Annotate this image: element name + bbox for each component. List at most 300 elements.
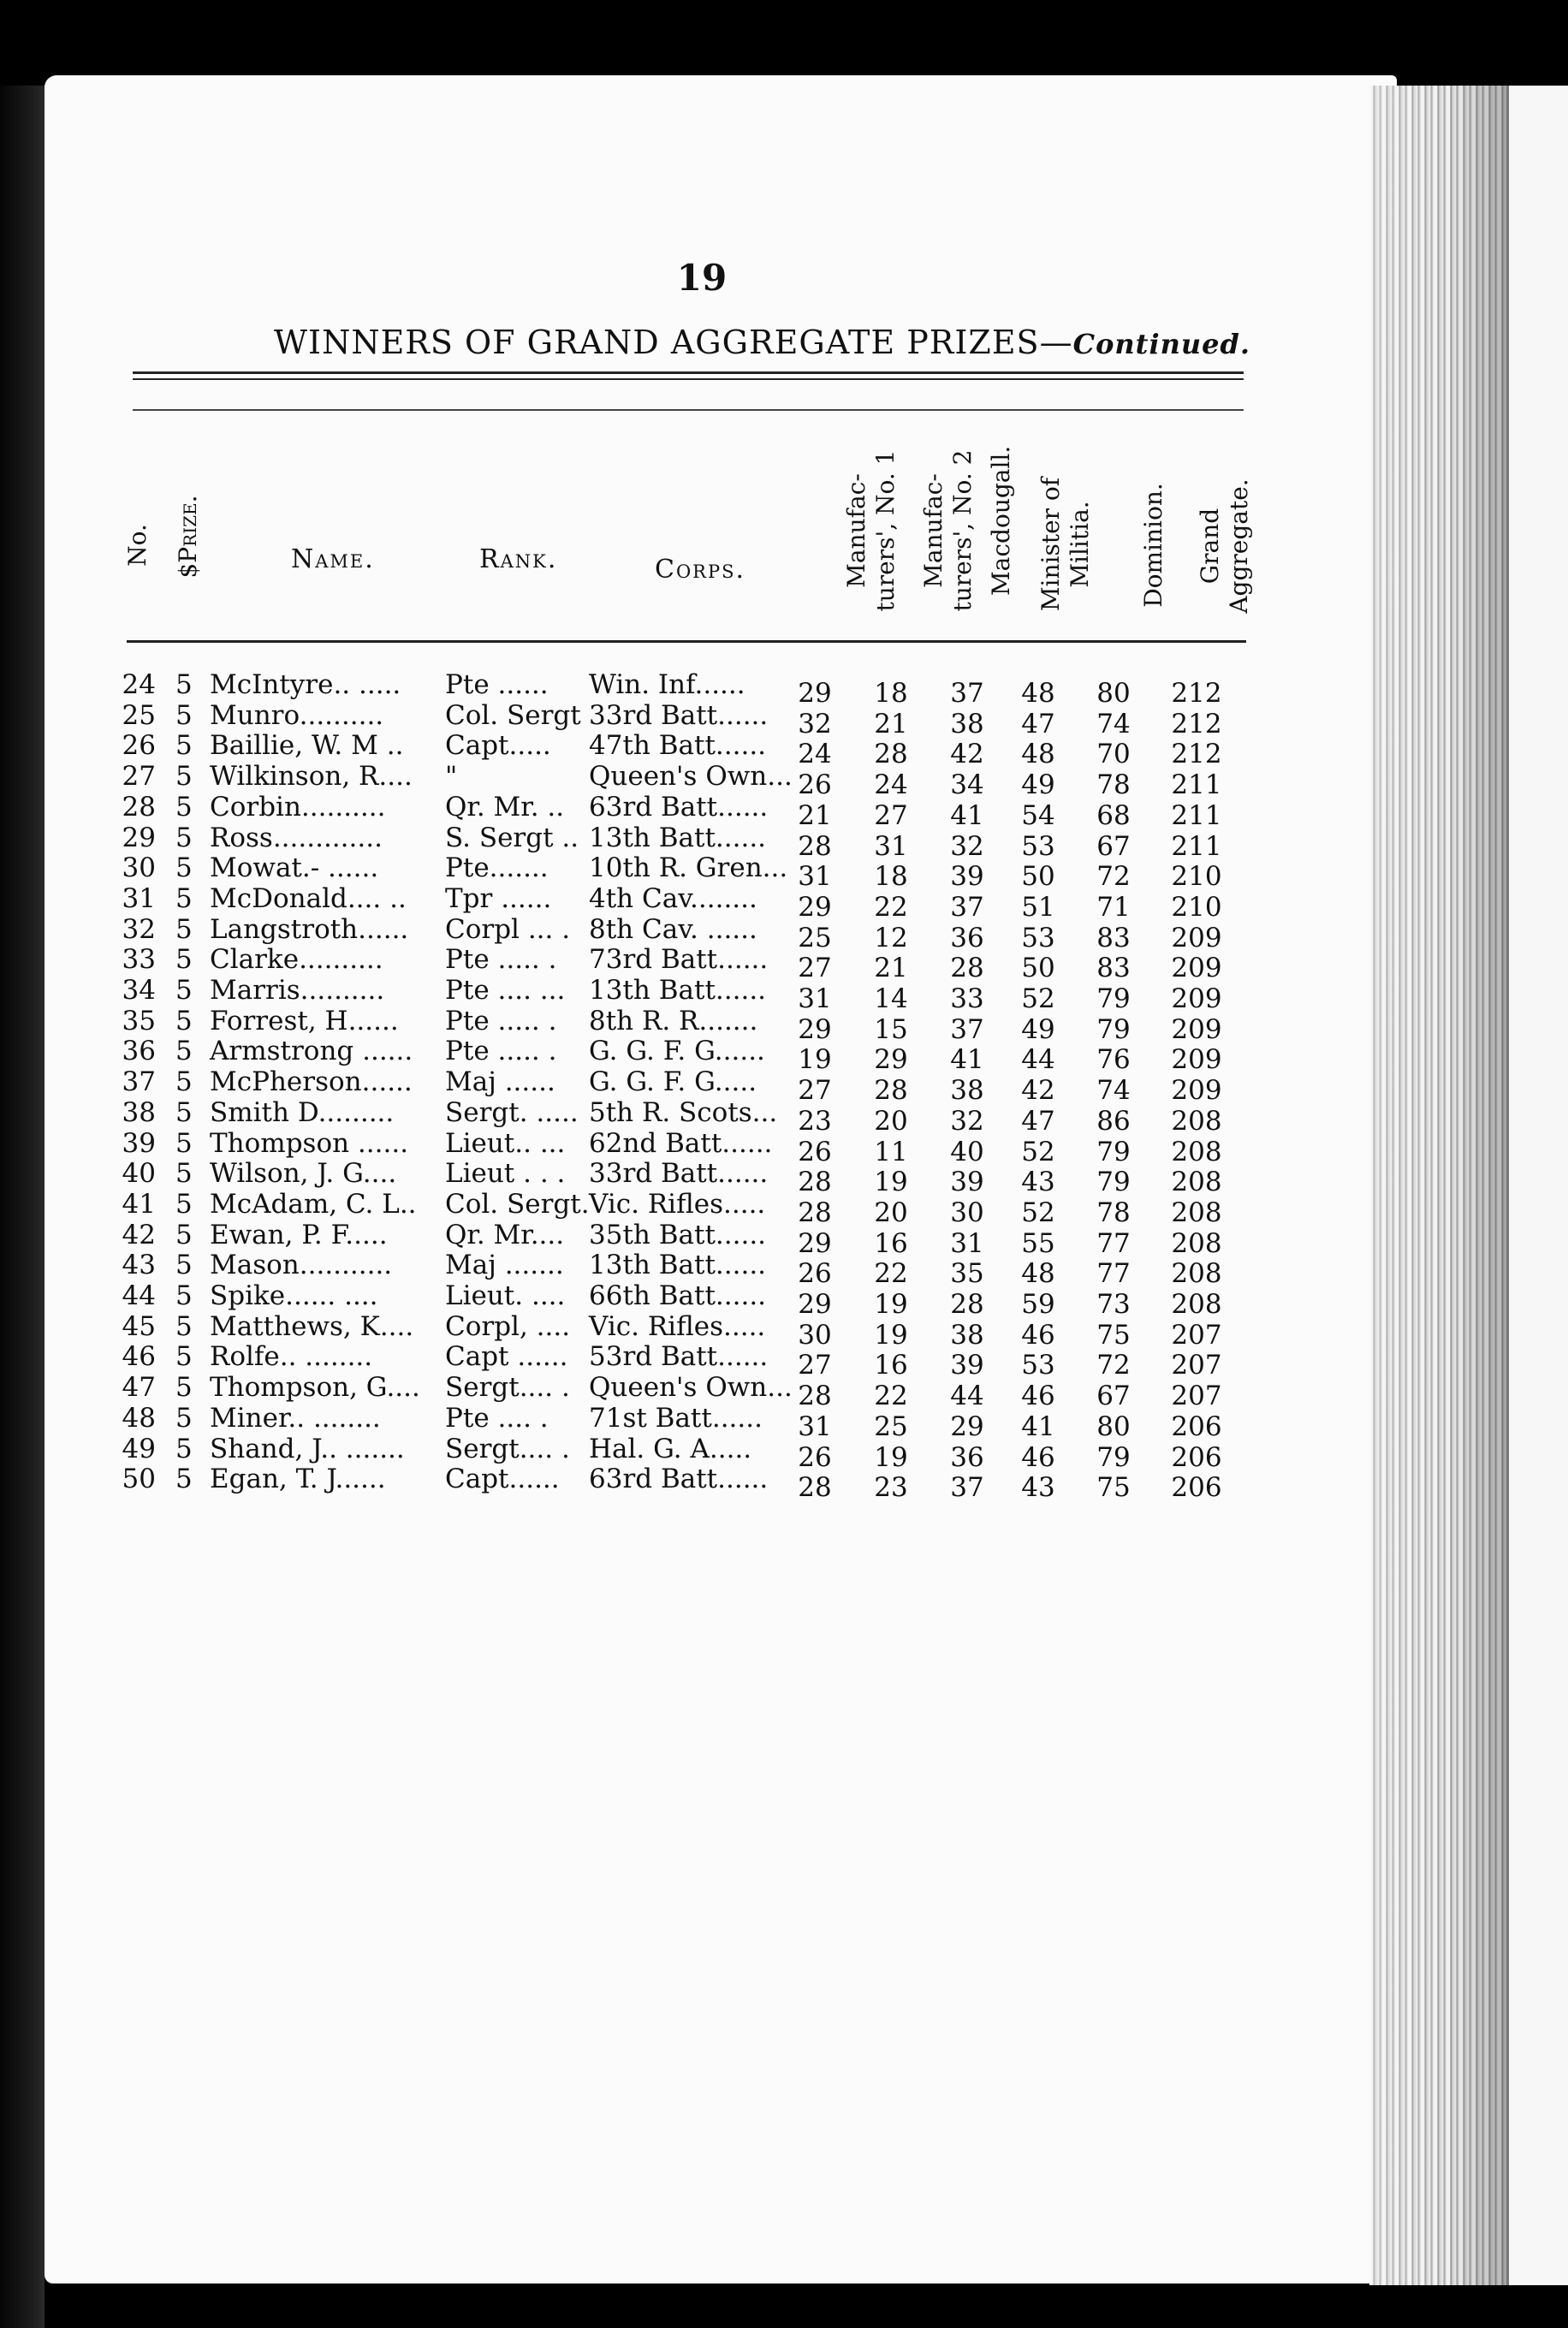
cell-corps: 63rd Batt...... xyxy=(589,791,769,823)
cell-m1: 29 xyxy=(798,1289,832,1320)
cell-corps: 8th R. R....... xyxy=(589,1005,758,1036)
cell-name: Marris.......... xyxy=(210,975,385,1006)
cell-agg: 211 xyxy=(1171,769,1222,801)
cell-m2: 16 xyxy=(874,1350,908,1381)
cell-m2: 28 xyxy=(874,1075,908,1107)
cell-no: 45 xyxy=(122,1310,156,1342)
cell-m1: 31 xyxy=(798,1410,832,1442)
cell-name: Rolfe.. ........ xyxy=(210,1341,373,1373)
cell-no: 39 xyxy=(122,1127,156,1159)
cell-dom: 67 xyxy=(1096,830,1131,862)
cell-no: 31 xyxy=(122,882,156,914)
cell-prize: 5 xyxy=(175,1096,193,1128)
cell-dom: 79 xyxy=(1096,1136,1131,1167)
cell-no: 49 xyxy=(122,1433,156,1464)
cell-name: Munro.......... xyxy=(210,699,384,731)
cell-prize: 5 xyxy=(175,1464,193,1495)
title-text: WINNERS OF GRAND AGGREGATE PRIZES— xyxy=(274,324,1073,361)
cell-min: 55 xyxy=(1021,1227,1055,1259)
cell-rank: Pte .... ... xyxy=(445,975,566,1006)
cell-corps: G. G. F. G...... xyxy=(589,1036,765,1067)
cell-agg: 208 xyxy=(1171,1105,1222,1137)
cell-corps: Hal. G. A..... xyxy=(589,1433,752,1464)
cell-rank: Pte ...... xyxy=(445,669,549,700)
cell-min: 43 xyxy=(1021,1167,1055,1198)
cell-m2: 11 xyxy=(874,1136,908,1167)
cell-min: 53 xyxy=(1021,830,1055,862)
table-row xyxy=(0,1402,1284,1442)
cell-rank: Sergt.... . xyxy=(445,1372,570,1404)
cell-rank: Pte ..... . xyxy=(445,944,557,976)
cell-dom: 80 xyxy=(1096,678,1131,709)
cell-rank: Lieut.. ... xyxy=(445,1127,566,1159)
cell-min: 46 xyxy=(1021,1381,1055,1412)
cell-corps: Queen's Own... xyxy=(589,761,793,793)
cell-agg: 207 xyxy=(1171,1350,1222,1381)
cell-m1: 29 xyxy=(798,1227,832,1259)
cell-mac: 28 xyxy=(950,953,984,984)
cell-m2: 12 xyxy=(874,922,908,953)
table-row xyxy=(0,882,1284,923)
title-rule-mid xyxy=(133,378,1244,380)
cell-mac: 37 xyxy=(950,678,984,709)
cell-agg: 210 xyxy=(1171,861,1222,893)
cell-rank: Pte .... . xyxy=(445,1402,549,1434)
cell-agg: 209 xyxy=(1171,1075,1222,1107)
cell-prize: 5 xyxy=(175,1127,193,1159)
cell-m2: 22 xyxy=(874,1381,908,1412)
cell-min: 47 xyxy=(1021,1105,1055,1137)
cell-dom: 79 xyxy=(1096,983,1131,1014)
cell-dom: 78 xyxy=(1096,1197,1131,1228)
cell-m1: 27 xyxy=(798,1350,832,1381)
cell-mac: 33 xyxy=(950,983,984,1014)
cell-mac: 42 xyxy=(950,739,984,770)
cell-dom: 83 xyxy=(1096,953,1131,984)
cell-prize: 5 xyxy=(175,882,193,914)
cell-mac: 36 xyxy=(950,922,984,953)
cell-rank: S. Sergt .. xyxy=(445,822,579,853)
cell-prize: 5 xyxy=(175,913,193,945)
cell-rank: Sergt. ..... xyxy=(445,1096,579,1128)
cell-m1: 31 xyxy=(798,983,832,1014)
cell-min: 48 xyxy=(1021,1258,1055,1290)
cell-rank: Qr. Mr. .. xyxy=(445,791,565,823)
cell-rank: Maj ...... xyxy=(445,1066,555,1098)
cell-rank: Pte ..... . xyxy=(445,1036,557,1067)
cell-dom: 73 xyxy=(1096,1289,1131,1320)
cell-m2: 28 xyxy=(874,739,908,770)
cell-min: 53 xyxy=(1021,1350,1055,1381)
cell-m1: 23 xyxy=(798,1105,832,1137)
cell-min: 49 xyxy=(1021,769,1055,801)
cell-prize: 5 xyxy=(175,1005,193,1036)
cell-no: 47 xyxy=(122,1372,156,1404)
cell-m2: 25 xyxy=(874,1410,908,1442)
cell-prize: 5 xyxy=(175,1250,193,1281)
cell-dom: 86 xyxy=(1096,1105,1131,1137)
cell-m1: 27 xyxy=(798,1075,832,1107)
cell-prize: 5 xyxy=(175,699,193,731)
cell-rank: Corpl ... . xyxy=(445,913,571,945)
cell-agg: 209 xyxy=(1171,1044,1222,1076)
cell-name: Corbin.......... xyxy=(210,791,386,823)
cell-corps: 53rd Batt...... xyxy=(589,1341,769,1373)
cell-mac: 44 xyxy=(950,1381,984,1412)
cell-agg: 212 xyxy=(1171,739,1222,770)
cell-rank: Capt..... xyxy=(445,730,551,762)
cell-prize: 5 xyxy=(175,1280,193,1311)
cell-dom: 79 xyxy=(1096,1013,1131,1045)
cell-mac: 37 xyxy=(950,1472,984,1504)
cell-m2: 29 xyxy=(874,1044,908,1076)
cell-name: Egan, T. J...... xyxy=(210,1464,386,1495)
title-rule-bottom xyxy=(133,409,1244,411)
cell-corps: 33rd Batt...... xyxy=(589,1158,769,1190)
cell-m2: 19 xyxy=(874,1167,908,1198)
cell-corps: 63rd Batt...... xyxy=(589,1464,769,1495)
cell-corps: 33rd Batt...... xyxy=(589,699,769,731)
cell-no: 26 xyxy=(122,730,156,762)
table-row xyxy=(0,1250,1284,1290)
table-row xyxy=(0,852,1284,893)
table-row xyxy=(0,1158,1284,1198)
cell-agg: 206 xyxy=(1171,1472,1222,1504)
cell-rank: Col. Sergt xyxy=(445,699,581,731)
cell-prize: 5 xyxy=(175,669,193,700)
cell-m1: 28 xyxy=(798,1472,832,1504)
cell-corps: 13th Batt...... xyxy=(589,975,767,1006)
cell-agg: 209 xyxy=(1171,953,1222,984)
cell-m1: 32 xyxy=(798,708,832,739)
cell-m1: 27 xyxy=(798,953,832,984)
cell-name: McIntyre.. ..... xyxy=(210,669,401,700)
cell-mac: 39 xyxy=(950,1350,984,1381)
cell-no: 44 xyxy=(122,1280,156,1311)
cell-min: 59 xyxy=(1021,1289,1055,1320)
cell-no: 29 xyxy=(122,822,156,853)
cell-agg: 208 xyxy=(1171,1227,1222,1259)
cell-prize: 5 xyxy=(175,1310,193,1342)
cell-m1: 31 xyxy=(798,861,832,893)
header-no: No. xyxy=(123,524,151,567)
table-row xyxy=(0,1433,1284,1473)
cell-mac: 37 xyxy=(950,1013,984,1045)
cell-agg: 208 xyxy=(1171,1258,1222,1290)
cell-prize: 5 xyxy=(175,1066,193,1098)
cell-agg: 209 xyxy=(1171,1013,1222,1045)
cell-dom: 75 xyxy=(1096,1319,1131,1351)
cell-name: Forrest, H...... xyxy=(210,1005,399,1036)
cell-dom: 71 xyxy=(1096,891,1131,923)
cell-min: 54 xyxy=(1021,799,1055,831)
back-cover-strip xyxy=(1506,86,1568,2285)
cell-dom: 76 xyxy=(1096,1044,1131,1076)
cell-no: 41 xyxy=(122,1188,156,1220)
cell-name: McAdam, C. L.. xyxy=(210,1188,417,1220)
cell-dom: 70 xyxy=(1096,739,1131,770)
cell-name: McPherson...... xyxy=(210,1066,413,1098)
cell-m1: 26 xyxy=(798,769,832,801)
cell-prize: 5 xyxy=(175,1341,193,1373)
table-row xyxy=(0,1188,1284,1228)
cell-m2: 22 xyxy=(874,891,908,923)
cell-min: 51 xyxy=(1021,891,1055,923)
header-prize: $Prize. xyxy=(174,495,202,579)
cell-corps: 47th Batt...... xyxy=(589,730,767,762)
cell-rank: Corpl, .... xyxy=(445,1310,571,1342)
cell-corps: 71st Batt...... xyxy=(589,1402,763,1434)
cell-corps: 35th Batt...... xyxy=(589,1219,767,1250)
cell-dom: 80 xyxy=(1096,1410,1131,1442)
cell-mac: 41 xyxy=(950,1044,984,1076)
cell-mac: 30 xyxy=(950,1197,984,1228)
cell-agg: 208 xyxy=(1171,1167,1222,1198)
cell-min: 46 xyxy=(1021,1319,1055,1351)
cell-prize: 5 xyxy=(175,1372,193,1404)
cell-prize: 5 xyxy=(175,1219,193,1250)
cell-rank: Tpr ...... xyxy=(445,882,552,914)
table-row xyxy=(0,975,1284,1014)
header-rank: Rank. xyxy=(479,544,558,574)
cell-min: 53 xyxy=(1021,922,1055,953)
cell-mac: 39 xyxy=(950,1167,984,1198)
cell-min: 52 xyxy=(1021,983,1055,1014)
cell-min: 44 xyxy=(1021,1044,1055,1076)
cell-m2: 23 xyxy=(874,1472,908,1504)
cell-name: Clarke.......... xyxy=(210,944,383,976)
cell-m2: 19 xyxy=(874,1289,908,1320)
cell-mac: 32 xyxy=(950,1105,984,1137)
cell-name: Thompson, G.... xyxy=(210,1372,420,1404)
cell-name: Thompson ...... xyxy=(210,1127,409,1159)
cell-m2: 20 xyxy=(874,1105,908,1137)
cell-agg: 208 xyxy=(1171,1289,1222,1320)
cell-m2: 22 xyxy=(874,1258,908,1290)
cell-dom: 79 xyxy=(1096,1441,1131,1473)
cell-no: 34 xyxy=(122,975,156,1006)
cell-name: McDonald.... .. xyxy=(210,882,407,914)
cell-no: 30 xyxy=(122,852,156,884)
cell-min: 50 xyxy=(1021,861,1055,893)
cell-no: 27 xyxy=(122,761,156,793)
cell-m1: 29 xyxy=(798,1013,832,1045)
table-row xyxy=(0,791,1284,831)
cell-name: Mowat.- ...... xyxy=(210,852,379,884)
cell-dom: 77 xyxy=(1096,1227,1131,1259)
cell-m1: 24 xyxy=(798,739,832,770)
cell-m2: 15 xyxy=(874,1013,908,1045)
cell-rank: Maj ....... xyxy=(445,1250,564,1281)
cell-prize: 5 xyxy=(175,791,193,823)
header-manufacturers-1: Manufac- turers', No. 1 xyxy=(842,449,900,612)
cell-no: 35 xyxy=(122,1005,156,1036)
cell-name: Wilson, J. G.... xyxy=(210,1158,397,1190)
cell-mac: 38 xyxy=(950,708,984,739)
cell-rank: Pte ..... . xyxy=(445,1005,557,1036)
cell-prize: 5 xyxy=(175,1433,193,1464)
table-row xyxy=(0,1310,1284,1351)
cell-mac: 38 xyxy=(950,1319,984,1351)
cell-m1: 26 xyxy=(798,1258,832,1290)
cell-name: Baillie, W. M .. xyxy=(210,730,404,762)
title-rule-top xyxy=(133,371,1244,374)
table-row xyxy=(0,1464,1284,1504)
cell-prize: 5 xyxy=(175,822,193,853)
cell-mac: 40 xyxy=(950,1136,984,1167)
header-dominion: Dominion. xyxy=(1139,483,1167,608)
cell-name: Mason........... xyxy=(210,1250,393,1281)
cell-m2: 16 xyxy=(874,1227,908,1259)
cell-name: Spike...... .... xyxy=(210,1280,378,1311)
cell-mac: 39 xyxy=(950,861,984,893)
cell-corps: 73rd Batt...... xyxy=(589,944,769,976)
cell-dom: 79 xyxy=(1096,1167,1131,1198)
cell-mac: 32 xyxy=(950,830,984,862)
cell-m2: 21 xyxy=(874,708,908,739)
cell-corps: Win. Inf...... xyxy=(589,669,745,700)
cell-name: Ross............. xyxy=(210,822,383,853)
cell-agg: 206 xyxy=(1171,1441,1222,1473)
table-row xyxy=(0,1280,1284,1320)
cell-agg: 212 xyxy=(1171,708,1222,739)
header-grand-aggregate: Grand Aggregate. xyxy=(1196,478,1253,614)
cell-prize: 5 xyxy=(175,944,193,976)
table-row xyxy=(0,761,1284,801)
cell-name: Shand, J.. ....... xyxy=(210,1433,405,1464)
cell-no: 38 xyxy=(122,1096,156,1128)
cell-name: Ewan, P. F..... xyxy=(210,1219,388,1250)
cell-name: Armstrong ...... xyxy=(210,1036,413,1067)
cell-mac: 41 xyxy=(950,799,984,831)
page-title xyxy=(274,324,1251,361)
cell-m2: 31 xyxy=(874,830,908,862)
cell-m1: 30 xyxy=(798,1319,832,1351)
table-row xyxy=(0,1066,1284,1107)
header-corps: Corps. xyxy=(655,555,746,585)
cell-min: 49 xyxy=(1021,1013,1055,1045)
title-continued: Continued. xyxy=(1072,328,1251,360)
cell-name: Miner.. ........ xyxy=(210,1402,381,1434)
cell-agg: 211 xyxy=(1171,799,1222,831)
cell-corps: G. G. F. G..... xyxy=(589,1066,757,1098)
cell-m1: 28 xyxy=(798,1197,832,1228)
cell-corps: 4th Cav........ xyxy=(589,882,757,914)
cell-m1: 28 xyxy=(798,1381,832,1412)
page-edges xyxy=(1369,86,1510,2285)
cell-no: 36 xyxy=(122,1036,156,1067)
cell-mac: 36 xyxy=(950,1441,984,1473)
cell-corps: 62nd Batt...... xyxy=(589,1127,773,1159)
cell-min: 43 xyxy=(1021,1472,1055,1504)
cell-no: 40 xyxy=(122,1158,156,1190)
cell-min: 48 xyxy=(1021,678,1055,709)
header-name: Name. xyxy=(291,544,375,574)
cell-agg: 210 xyxy=(1171,891,1222,923)
cell-no: 28 xyxy=(122,791,156,823)
cell-m2: 24 xyxy=(874,769,908,801)
cell-corps: 10th R. Gren... xyxy=(589,852,788,884)
cell-m1: 26 xyxy=(798,1136,832,1167)
cell-dom: 77 xyxy=(1096,1258,1131,1290)
cell-dom: 68 xyxy=(1096,799,1131,831)
cell-mac: 34 xyxy=(950,769,984,801)
cell-m2: 14 xyxy=(874,983,908,1014)
cell-prize: 5 xyxy=(175,730,193,762)
cell-min: 46 xyxy=(1021,1441,1055,1473)
cell-name: Matthews, K.... xyxy=(210,1310,414,1342)
cell-m2: 21 xyxy=(874,953,908,984)
cell-rank: Pte....... xyxy=(445,852,549,884)
cell-min: 48 xyxy=(1021,739,1055,770)
cell-m2: 27 xyxy=(874,799,908,831)
table-row xyxy=(0,1096,1284,1137)
cell-min: 42 xyxy=(1021,1075,1055,1107)
table-row xyxy=(0,913,1284,953)
header-minister: Minister of Militia. xyxy=(1036,477,1094,612)
cell-rank: Sergt.... . xyxy=(445,1433,570,1464)
cell-m1: 21 xyxy=(798,799,832,831)
cell-dom: 72 xyxy=(1096,861,1131,893)
cell-dom: 72 xyxy=(1096,1350,1131,1381)
cell-corps: 5th R. Scots... xyxy=(589,1096,778,1128)
cell-agg: 209 xyxy=(1171,922,1222,953)
cell-prize: 5 xyxy=(175,975,193,1006)
cell-mac: 29 xyxy=(950,1410,984,1442)
cell-rank: Lieut. .... xyxy=(445,1280,566,1311)
cell-m2: 19 xyxy=(874,1319,908,1351)
cell-agg: 211 xyxy=(1171,830,1222,862)
cell-corps: 66th Batt...... xyxy=(589,1280,767,1311)
cell-m1: 25 xyxy=(798,922,832,953)
cell-m2: 20 xyxy=(874,1197,908,1228)
cell-agg: 208 xyxy=(1171,1197,1222,1228)
cell-name: Smith D......... xyxy=(210,1096,395,1128)
cell-mac: 35 xyxy=(950,1258,984,1290)
cell-corps: 13th Batt...... xyxy=(589,822,767,853)
cell-agg: 206 xyxy=(1171,1410,1222,1442)
cell-m2: 18 xyxy=(874,861,908,893)
cell-m1: 19 xyxy=(798,1044,832,1076)
header-macdougall: Macdougall. xyxy=(987,445,1015,596)
cell-no: 43 xyxy=(122,1250,156,1281)
cell-mac: 31 xyxy=(950,1227,984,1259)
cell-min: 50 xyxy=(1021,953,1055,984)
table-row xyxy=(0,730,1284,770)
cell-no: 24 xyxy=(122,669,156,700)
cell-dom: 83 xyxy=(1096,922,1131,953)
cell-m1: 26 xyxy=(798,1441,832,1473)
cell-no: 48 xyxy=(122,1402,156,1434)
cell-min: 41 xyxy=(1021,1410,1055,1442)
cell-corps: Vic. Rifles..... xyxy=(589,1188,766,1220)
table-row xyxy=(0,1036,1284,1076)
cell-m1: 28 xyxy=(798,1167,832,1198)
table-row xyxy=(0,1372,1284,1412)
cell-rank: " xyxy=(445,761,458,793)
table-row xyxy=(0,822,1284,862)
cell-corps: 8th Cav. ...... xyxy=(589,913,757,945)
header-rule xyxy=(127,640,1246,643)
cell-no: 42 xyxy=(122,1219,156,1250)
cell-m1: 29 xyxy=(798,891,832,923)
cell-min: 52 xyxy=(1021,1136,1055,1167)
cell-rank: Capt ...... xyxy=(445,1341,568,1373)
cell-agg: 209 xyxy=(1171,983,1222,1014)
page-number: 19 xyxy=(676,257,728,299)
cell-dom: 67 xyxy=(1096,1381,1131,1412)
cell-m1: 29 xyxy=(798,678,832,709)
